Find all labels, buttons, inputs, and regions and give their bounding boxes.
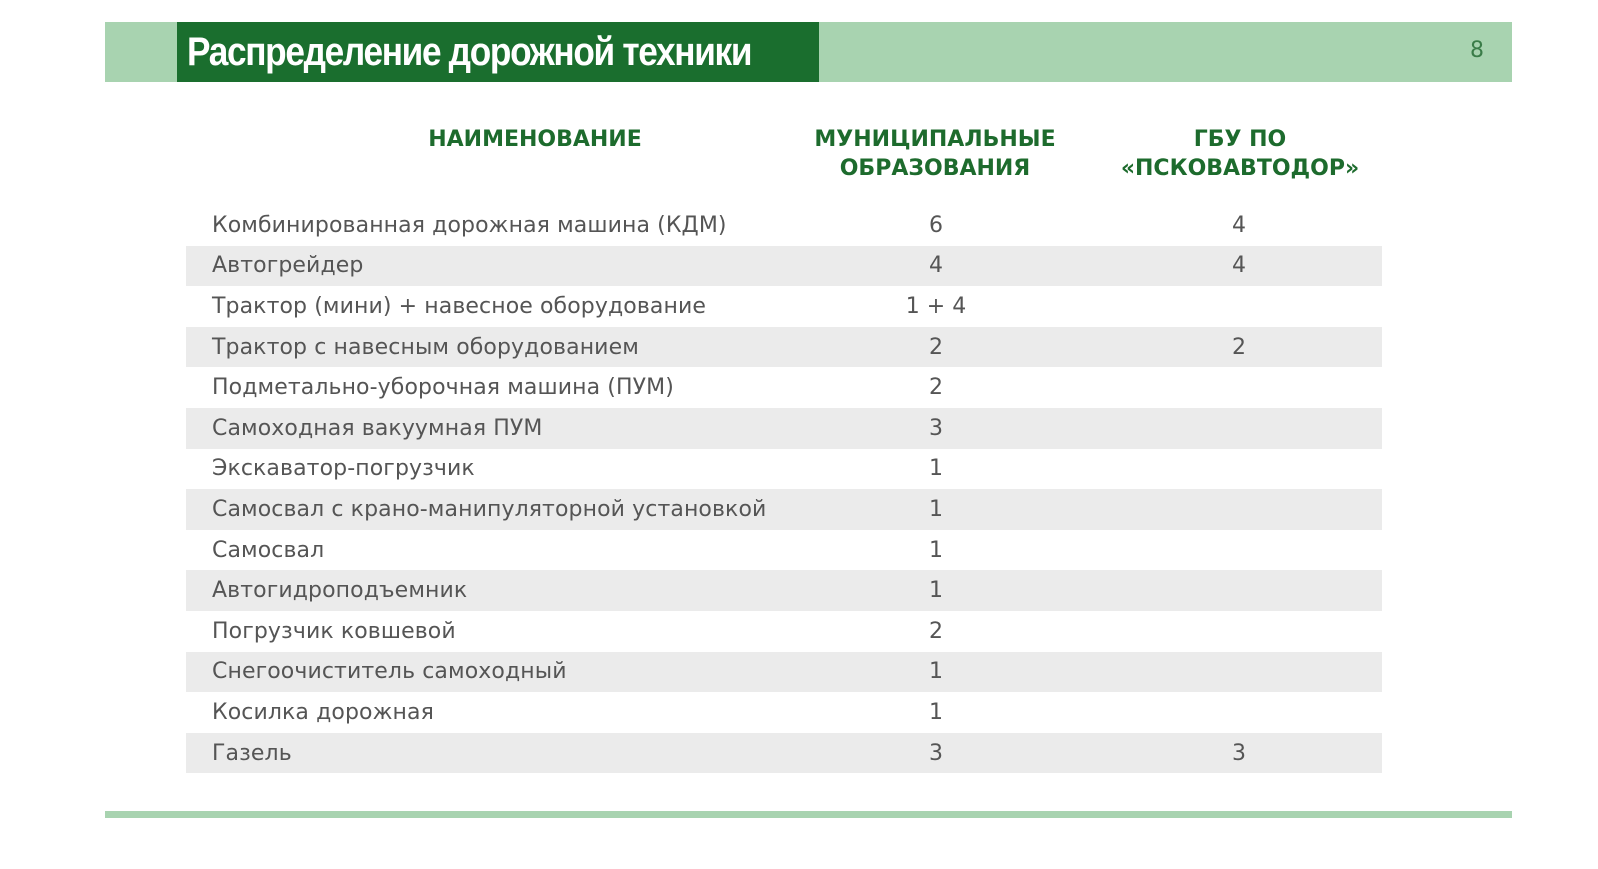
cell-gbu-count: 2 bbox=[1232, 334, 1246, 360]
cell-municipal-count: 1 bbox=[929, 456, 943, 482]
table-row bbox=[186, 408, 1382, 449]
slide-title: Распределение дорожной техники bbox=[187, 29, 752, 74]
cell-gbu-count: 4 bbox=[1232, 212, 1246, 238]
column-header-gbu-line1: ГБУ ПО bbox=[1193, 127, 1287, 152]
cell-municipal-count: 2 bbox=[929, 334, 943, 360]
table-row bbox=[186, 246, 1382, 287]
table-row bbox=[186, 652, 1382, 693]
table-row bbox=[186, 611, 1382, 652]
column-header-name-text: НАИМЕНОВАНИЕ bbox=[428, 127, 642, 152]
column-header-gbu-line2: «ПСКОВАВТОДОР» bbox=[1120, 156, 1360, 181]
cell-municipal-count: 1 + 4 bbox=[905, 293, 967, 319]
footer-line bbox=[105, 811, 1512, 818]
equipment-table bbox=[186, 205, 1382, 773]
cell-municipal-count: 6 bbox=[929, 212, 943, 238]
cell-equipment-name: Самосвал bbox=[212, 537, 325, 563]
cell-municipal-count: 1 bbox=[929, 578, 943, 604]
cell-equipment-name: Комбинированная дорожная машина (КДМ) bbox=[212, 212, 727, 238]
cell-municipal-count: 3 bbox=[929, 740, 943, 766]
cell-gbu-count: 4 bbox=[1232, 253, 1246, 279]
table-row bbox=[186, 367, 1382, 408]
column-header-municipal-line2: ОБРАЗОВАНИЯ bbox=[839, 156, 1031, 181]
cell-equipment-name: Трактор с навесным оборудованием bbox=[212, 334, 639, 360]
cell-equipment-name: Самосвал с крано-манипуляторной установкой bbox=[212, 496, 767, 522]
column-header-municipal-line1: МУНИЦИПАЛЬНЫЕ bbox=[814, 127, 1056, 152]
table-row bbox=[186, 489, 1382, 530]
cell-municipal-count: 2 bbox=[929, 375, 943, 401]
cell-equipment-name: Автогидроподъемник bbox=[212, 578, 468, 604]
column-header-municipal bbox=[790, 125, 1080, 183]
table-row bbox=[186, 530, 1382, 571]
cell-municipal-count: 2 bbox=[929, 618, 943, 644]
cell-equipment-name: Автогрейдер bbox=[212, 253, 364, 279]
table-row bbox=[186, 205, 1382, 246]
cell-equipment-name: Подметально-уборочная машина (ПУМ) bbox=[212, 375, 674, 401]
cell-equipment-name: Трактор (мини) + навесное оборудование bbox=[212, 293, 707, 319]
table-row bbox=[186, 570, 1382, 611]
cell-municipal-count: 3 bbox=[929, 415, 943, 441]
cell-municipal-count: 1 bbox=[929, 699, 943, 725]
cell-gbu-count: 3 bbox=[1232, 740, 1246, 766]
table-row bbox=[186, 286, 1382, 327]
column-header-name bbox=[380, 125, 690, 154]
cell-municipal-count: 1 bbox=[929, 659, 943, 685]
cell-municipal-count: 4 bbox=[929, 253, 943, 279]
table-row bbox=[186, 449, 1382, 490]
page-number: 8 bbox=[1470, 38, 1484, 63]
column-header-gbu bbox=[1090, 125, 1390, 183]
cell-equipment-name: Экскаватор-погрузчик bbox=[212, 456, 475, 482]
cell-equipment-name: Газель bbox=[212, 740, 292, 766]
cell-municipal-count: 1 bbox=[929, 496, 943, 522]
cell-equipment-name: Погрузчик ковшевой bbox=[212, 618, 456, 644]
cell-equipment-name: Снегоочиститель самоходный bbox=[212, 659, 567, 685]
title-box bbox=[177, 22, 819, 82]
cell-municipal-count: 1 bbox=[929, 537, 943, 563]
table-row bbox=[186, 733, 1382, 774]
table-row bbox=[186, 692, 1382, 733]
cell-equipment-name: Косилка дорожная bbox=[212, 699, 434, 725]
cell-equipment-name: Самоходная вакуумная ПУМ bbox=[212, 415, 543, 441]
table-row bbox=[186, 327, 1382, 368]
